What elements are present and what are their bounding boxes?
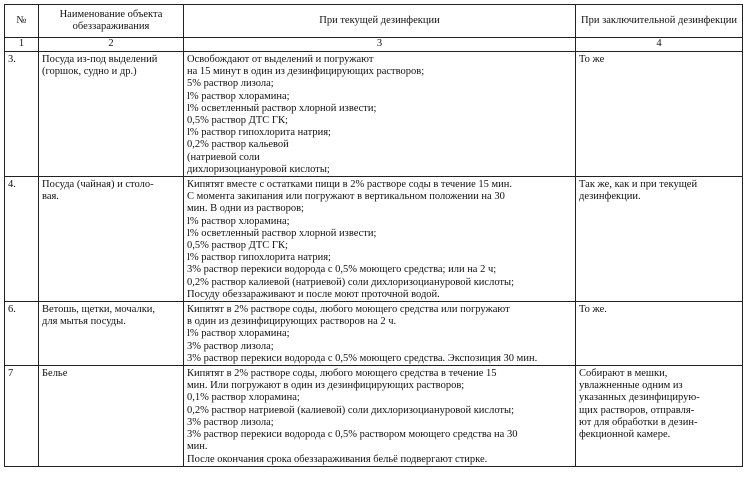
object-cell-line: Белье	[42, 368, 68, 380]
current-disinfection-cell-line: 5% раствор лизола;	[187, 78, 274, 90]
header-num: №	[5, 5, 39, 38]
final-disinfection-cell-line: увлажненные одним из	[579, 380, 683, 392]
table-row	[5, 302, 743, 366]
object-cell	[39, 177, 184, 302]
object-cell-line: Посуда (чайная) и столо-	[42, 179, 154, 191]
header-current: При текущей дезинфекции	[184, 5, 576, 38]
object-cell	[39, 52, 184, 177]
current-disinfection-cell-line: мин.	[187, 441, 208, 453]
current-disinfection-cell-line: мин. Или погружают в один из дезинфицирующих растворов;	[187, 380, 465, 392]
final-disinfection-cell-line: ют для обработки в дезин-	[579, 416, 698, 428]
current-disinfection-cell-line: l% раствор хлорамина;	[187, 90, 290, 102]
row-number: 6.	[5, 302, 39, 366]
current-disinfection-cell-line: Кипятят в 2% растворе соды, любого моющего средства в течение 15	[187, 368, 497, 380]
current-disinfection-cell-line: (натриевой соли	[187, 151, 260, 163]
current-disinfection-cell-line: С момента закипания или погружают в вертикальном положении на 30	[187, 191, 505, 203]
object-cell-line: для мытья посуды.	[42, 316, 126, 328]
current-disinfection-cell-line: дихлоризоциануровой кислоты;	[187, 163, 330, 175]
current-disinfection-cell-line: мин. В одни из растворов;	[187, 203, 304, 215]
disinfection-table	[4, 4, 743, 467]
current-disinfection-cell	[184, 177, 576, 302]
row-number: 3.	[5, 52, 39, 177]
object-cell-line: (горшок, судно и др.)	[42, 66, 137, 78]
current-disinfection-cell-line: l% раствор гипохлорита натрия;	[187, 252, 331, 264]
current-disinfection-cell-line: Кипятят вместе с остатками пищи в 2% растворе соды в течение 15 мин.	[187, 179, 512, 191]
current-disinfection-cell-line: 3% раствор перекиси водорода с 0,5% раствором моющего средства на 30	[187, 429, 518, 441]
current-disinfection-cell-line: 0,5% раствор ДТС ГК;	[187, 115, 288, 127]
object-cell	[39, 366, 184, 467]
object-cell-line: Посуда из-под выделений	[42, 54, 158, 65]
row-number: 4.	[5, 177, 39, 302]
object-cell-line: вая.	[42, 191, 59, 203]
current-disinfection-cell-line: 0,2% раствор кальевой	[187, 139, 289, 151]
column-number: 1	[5, 38, 39, 52]
header-final: При заключительной дезинфекции	[576, 5, 743, 38]
column-number: 3	[184, 38, 576, 52]
table-row	[5, 177, 743, 302]
current-disinfection-cell-line: Кипятят в 2% растворе соды, любого моющего средства или погружают	[187, 304, 510, 316]
header-object: Наименование объекта обеззараживания	[39, 5, 184, 38]
final-disinfection-cell-line: То же.	[579, 304, 607, 316]
current-disinfection-cell-line: l% раствор гипохлорита натрия;	[187, 127, 331, 139]
final-disinfection-cell-line: Так же, как и при текущей	[579, 179, 698, 191]
final-disinfection-cell	[576, 302, 743, 366]
current-disinfection-cell	[184, 366, 576, 467]
final-disinfection-cell-line: Собирают в мешки,	[579, 368, 668, 380]
final-disinfection-cell	[576, 52, 743, 177]
column-number: 4	[576, 38, 743, 52]
current-disinfection-cell-line: 3% раствор перекиси водорода с 0,5% моющего средства. Экспозиция 30 мин.	[187, 352, 538, 364]
current-disinfection-cell-line: 3% раствор лизола;	[187, 340, 274, 352]
current-disinfection-cell-line: в один из дезинфицирующих растворов на 2 ч.	[187, 316, 397, 328]
current-disinfection-cell-line: l% осветленный раствор хлорной извести;	[187, 227, 377, 239]
current-disinfection-cell-line: 3% раствор лизола;	[187, 416, 274, 428]
current-disinfection-cell-line: на 15 минут в один из дезинфицирующих растворов;	[187, 66, 425, 78]
current-disinfection-cell-line: После окончания срока обеззараживания бельё подвергают стирке.	[187, 453, 488, 465]
final-disinfection-cell-line: То же	[579, 54, 605, 65]
final-disinfection-cell-line: щих растворов, отправля-	[579, 404, 695, 416]
current-disinfection-cell-line: 3% раствор перекиси водорода с 0,5% моющего средства; или на 2 ч;	[187, 264, 497, 276]
final-disinfection-cell	[576, 177, 743, 302]
current-disinfection-cell	[184, 302, 576, 366]
table-row	[5, 52, 743, 177]
current-disinfection-cell-line: 0,5% раствор ДТС ГК;	[187, 240, 288, 252]
object-cell	[39, 302, 184, 366]
final-disinfection-cell-line: указанных дезинфицирую-	[579, 392, 700, 404]
column-number: 2	[39, 38, 184, 52]
final-disinfection-cell-line: фекционной камере.	[579, 429, 671, 441]
current-disinfection-cell-line: Освобождают от выделений и погружают	[187, 54, 374, 65]
column-number-row	[5, 38, 743, 52]
current-disinfection-cell-line: 0,2% раствор калиевой (натриевой) соли дихлоризоциануровой кислоты;	[187, 276, 514, 288]
row-number: 7	[5, 366, 39, 467]
current-disinfection-cell-line: l% раствор хлорамина;	[187, 215, 290, 227]
table-row	[5, 366, 743, 467]
current-disinfection-cell-line: 0,1% раствор хлорамина;	[187, 392, 300, 404]
current-disinfection-cell-line: 0,2% раствор натриевой (калиевой) соли дихлоризоциануровой кислоты;	[187, 404, 514, 416]
current-disinfection-cell-line: l% раствор хлорамина;	[187, 328, 290, 340]
current-disinfection-cell-line: Посуду обеззараживают и после моют проточной водой.	[187, 288, 440, 300]
final-disinfection-cell	[576, 366, 743, 467]
object-cell-line: Ветошь, щетки, мочалки,	[42, 304, 156, 316]
final-disinfection-cell-line: дезинфекции.	[579, 191, 641, 203]
current-disinfection-cell	[184, 52, 576, 177]
current-disinfection-cell-line: l% осветленный раствор хлорной извести;	[187, 102, 377, 114]
header-row	[5, 5, 743, 38]
